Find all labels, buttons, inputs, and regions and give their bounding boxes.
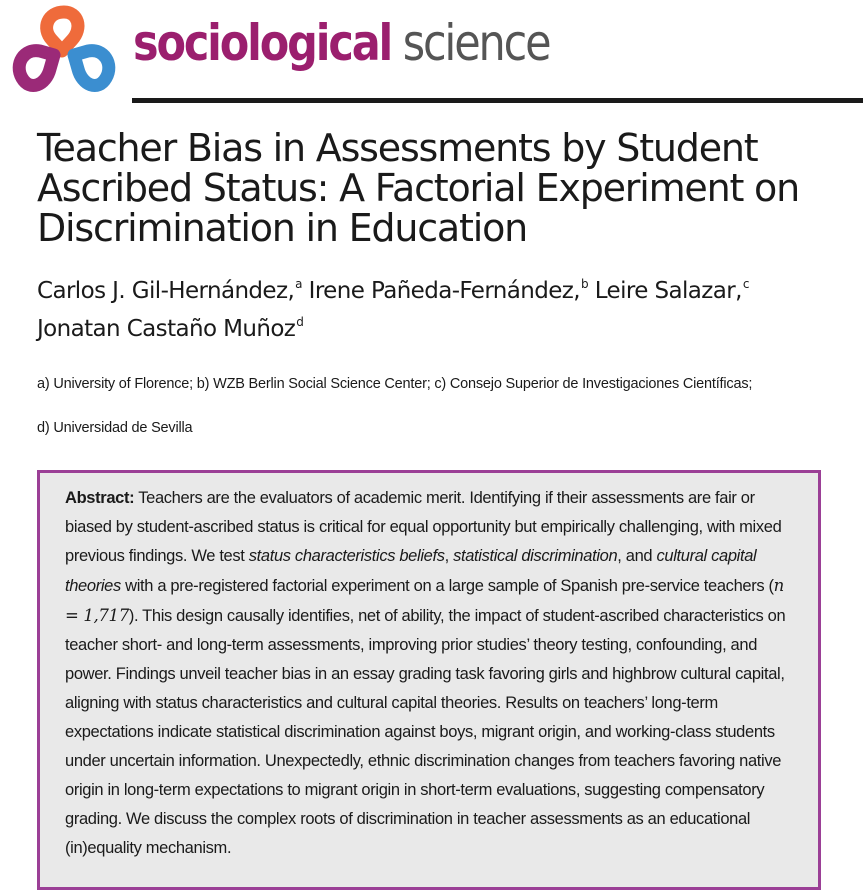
author-name: Carlos J. Gil-Hernández, — [37, 278, 295, 304]
abstract-box — [37, 470, 821, 890]
journal-name — [133, 14, 550, 72]
article-title: Teacher Bias in Assessments by Student Ascribed Status: A Factorial Experiment on Discrimination in Education — [37, 126, 799, 250]
author-name: Irene Pañeda-Fernández, — [308, 278, 580, 304]
affiliation-mark: d — [296, 315, 304, 329]
abstract-emphasis: statistical discrimination — [453, 547, 618, 565]
header-rule — [132, 98, 863, 103]
abstract-emphasis: cultural capital theories — [65, 547, 757, 595]
author-list — [37, 272, 837, 348]
affiliation-mark: b — [580, 277, 589, 291]
affiliations-line-1: a) University of Florence; b) WZB Berlin Social Science Center; c) Consejo Superior de Investigaciones Científicas; — [37, 376, 753, 392]
sociological-science-trefoil-logo-icon — [8, 4, 120, 106]
abstract-emphasis: status characteristics beliefs — [248, 547, 445, 565]
journal-name-part2: science — [402, 14, 550, 72]
affiliation-mark: a — [295, 277, 302, 291]
author-name: Leire Salazar, — [594, 278, 742, 304]
sample-size-formula: n = 1,717 — [65, 576, 784, 625]
journal-header — [0, 0, 863, 106]
affiliations-line-2: d) Universidad de Sevilla — [37, 420, 193, 436]
author-name: Jonatan Castaño Muñoz — [37, 316, 296, 342]
abstract-text: Abstract: Teachers are the evaluators of academic merit. Identifying if their assessments are fair or biased by student-ascribed status is critical for equal opportunity but empirically challenging, with mixed previous findings. We test status characteristics beliefs, statistical discrimination, and cultural capital theories with a pre-registered factorial experiment on a large sample of Spanish pre-service teachers (n = 1,717). This design causally identifies, net of ability, the impact of student-ascribed characteristics on teacher short- and long-term assessments, improving prior studies’ theory testing, confounding, and power. Findings unveil teacher bias in an essay grading task favoring girls and highbrow cultural capital, aligning with status characteristics and cultural capital theories. Results on teachers’ long-term expectations indicate statistical discrimination against boys, migrant origin, and working-class students under uncertain information. Unexpectedly, ethnic discrimination changes from teachers favoring native origin in long-term expectations to migrant origin in short-term evaluations, suggesting compensatory grading. We discuss the complex roots of discrimination in teacher assessments as an educational (in)equality mechanism. — [65, 489, 786, 857]
abstract-label: Abstract: — [65, 489, 135, 507]
journal-name-part1: sociological — [133, 14, 392, 72]
affiliation-mark: c — [742, 277, 749, 291]
